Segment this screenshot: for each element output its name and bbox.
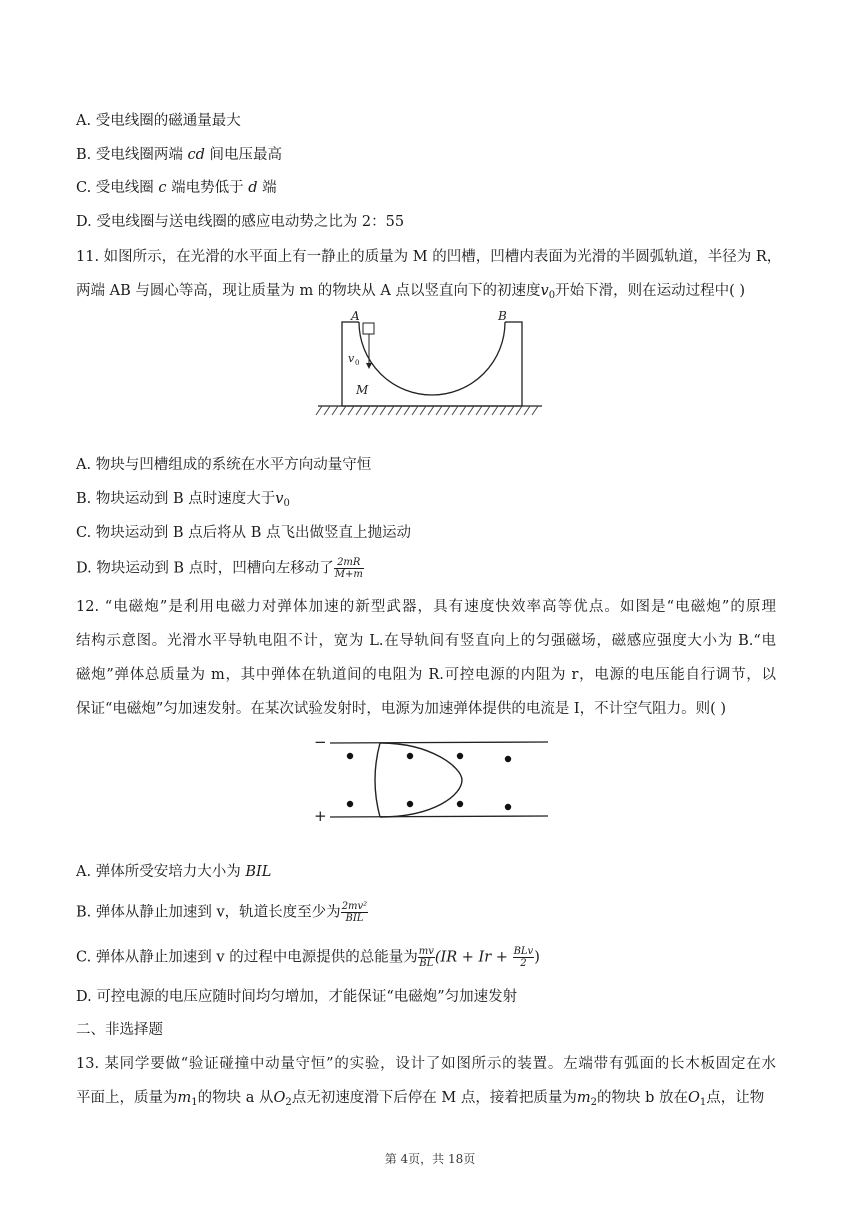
- q11-stem-line2: 两端 AB 与圆心等高，现让质量为 m 的物块从 A 点以竖直向下的初速度$v_0$开始下滑，则在运动过程中( ): [76, 283, 746, 301]
- q10-option-a: A. 受电线圈的磁通量最大: [76, 113, 241, 129]
- q11-figure-label-a: A: [351, 309, 360, 323]
- q12-option-a: A. 弹体所受安培力大小为 BIL: [76, 864, 272, 880]
- q12-option-b: B. 弹体从静止加速到 v，轨道长度至少为 $\frac{\text{2mv²}}{\text{BIL}}$: [76, 901, 368, 924]
- q10-option-c: C. 受电线圈 c 端电势低于 d 端: [76, 180, 277, 196]
- q12-figure-minus: −: [314, 733, 327, 751]
- q11-figure-label-v-sub: 0: [355, 359, 360, 367]
- q12-option-c-fraction2: $\frac{\text{BLv}}{2}$: [513, 946, 534, 969]
- page-footer: 第 4页，共 18页: [384, 1152, 476, 1166]
- q11-figure-label-b: B: [498, 309, 507, 323]
- q12-figure-plus: +: [314, 807, 327, 825]
- q12-option-c: C. 弹体从静止加速到 v 的过程中电源提供的总能量为 $\frac{mv}{BL}$ (IR + Ir + $\frac{\text{BLv}}{2}$ ): [76, 946, 540, 969]
- q12-option-d: D. 可控电源的电压应随时间均匀增加，才能保证“电磁炮”匀加速发射: [76, 989, 518, 1005]
- q11-option-c: C. 物块运动到 B 点后将从 B 点飞出做竖直上抛运动: [76, 525, 412, 541]
- q10-option-d: D. 受电线圈与送电线圈的感应电动势之比为 2：55: [76, 214, 405, 230]
- q11-stem-line1: 11. 如图所示，在光滑的水平面上有一静止的质量为 M 的凹槽，凹槽内表面为光滑的半圆弧轨道，半径为 R，: [76, 249, 782, 265]
- q11-figure-label-m: M: [356, 383, 369, 397]
- q12-stem-line4: 保证“电磁炮”匀加速发射。在某次试验发射时，电源为加速弹体提供的电流是 I，不计空气阻力。则( ): [76, 701, 727, 717]
- q12-stem-line1: 12. “电磁炮”是利用电磁力对弹体加速的新型武器，具有速度快效率高等优点。如图是“电磁炮”的原理: [76, 599, 776, 615]
- q11-option-b: B. 物块运动到 B 点时速度大于$v_0$: [76, 491, 290, 509]
- q11-option-d: D. 物块运动到 B 点时，凹槽向左移动了 $\frac{2mR}{M+m}$: [76, 557, 363, 580]
- q13-stem-line2: 平面上，质量为$m_1$的物块 a 从$O_2$点无初速度滑下后停在 M 点，接着把质量为$m_2$的物块 b 放在$O_1$点，让物: [76, 1090, 765, 1108]
- q11-option-a: A. 物块与凹槽组成的系统在水平方向动量守恒: [76, 457, 372, 473]
- q12-railgun-figure: [312, 733, 552, 828]
- q12-stem-line3: 磁炮”弹体总质量为 m，其中弹体在轨道间的电阻为 R.可控电源的内阻为 r，电源的电压能自行调节，以: [76, 667, 776, 683]
- q12-stem-line2: 结构示意图。光滑水平导轨电阻不计，宽为 L.在导轨间有竖直向上的匀强磁场，磁感应强度大小为 B.“电: [76, 633, 776, 649]
- q13-stem-line1: 13. 某同学要做“验证碰撞中动量守恒”的实验，设计了如图所示的装置。左端带有弧面的长木板固定在水: [76, 1056, 776, 1072]
- q10-option-b: B. 受电线圈两端 cd 间电压最高: [76, 147, 282, 163]
- section-heading: 二、非选择题: [76, 1022, 163, 1038]
- q11-groove-figure: [314, 305, 546, 421]
- q11-figure-label-v: v: [348, 352, 355, 365]
- q11-option-d-fraction: $\frac{2mR}{M+m}$: [334, 557, 363, 580]
- q12-option-b-fraction: $\frac{\text{2mv²}}{\text{BIL}}$: [341, 901, 368, 924]
- q12-option-c-fraction1: $\frac{mv}{BL}$: [418, 946, 434, 969]
